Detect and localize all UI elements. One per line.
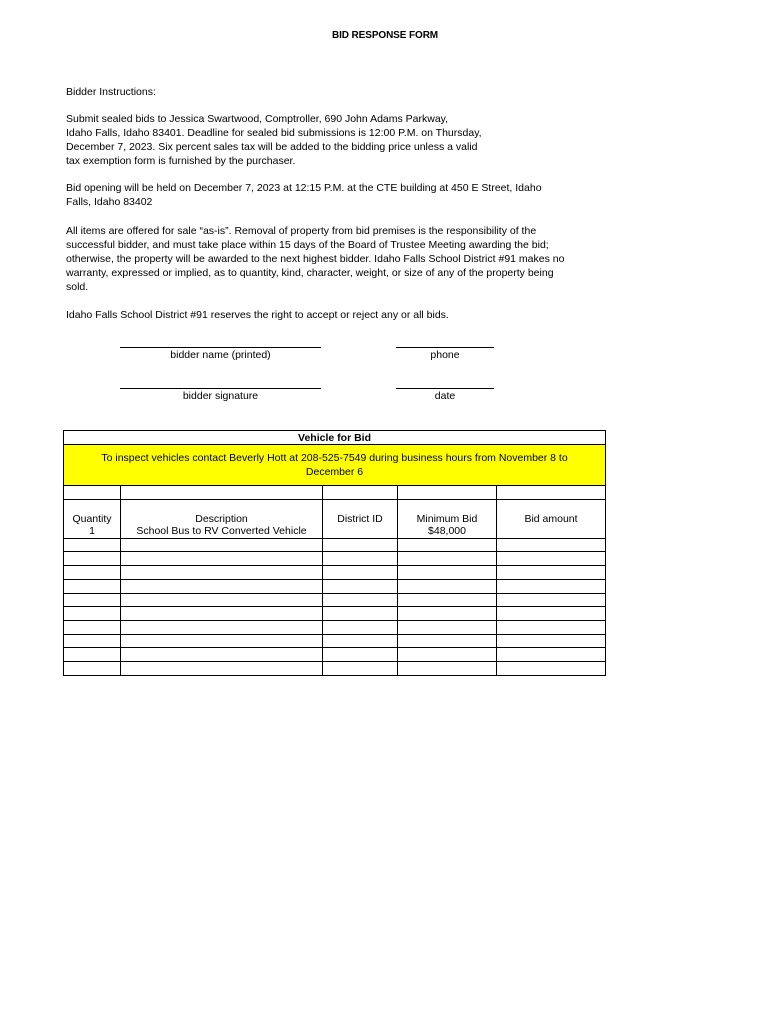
bidder-signature-line[interactable] bbox=[120, 388, 321, 389]
table-cell[interactable] bbox=[121, 607, 323, 621]
table-cell[interactable] bbox=[323, 620, 398, 634]
table-row bbox=[64, 566, 606, 580]
table-row bbox=[64, 607, 606, 621]
table-cell bbox=[323, 486, 398, 500]
table-cell[interactable] bbox=[64, 620, 121, 634]
inspection-notice: To inspect vehicles contact Beverly Hott at 208-525-7549 during business hours from November 8 to December 6 bbox=[64, 445, 606, 486]
table-cell[interactable] bbox=[121, 552, 323, 566]
instructions-line: Falls, Idaho 83402 bbox=[66, 196, 153, 208]
table-row bbox=[64, 648, 606, 662]
instructions-line: Idaho Falls, Idaho 83401. Deadline for sealed bid submissions is 12:00 P.M. on Thursday, bbox=[66, 127, 482, 139]
table-cell[interactable] bbox=[64, 648, 121, 662]
table-cell[interactable] bbox=[497, 607, 606, 621]
table-cell[interactable] bbox=[398, 607, 497, 621]
table-cell bbox=[323, 499, 398, 512]
table-cell[interactable] bbox=[497, 538, 606, 552]
table-cell[interactable] bbox=[121, 593, 323, 607]
table-cell[interactable] bbox=[398, 648, 497, 662]
table-cell[interactable] bbox=[121, 538, 323, 552]
instructions-line: tax exemption form is furnished by the purchaser. bbox=[66, 155, 296, 167]
table-cell[interactable] bbox=[497, 579, 606, 593]
bid-amount-cell[interactable] bbox=[497, 525, 606, 538]
table-cell[interactable] bbox=[121, 620, 323, 634]
table-cell[interactable] bbox=[64, 661, 121, 675]
table-cell[interactable] bbox=[64, 634, 121, 648]
table-cell bbox=[398, 499, 497, 512]
instructions-paragraph-as-is bbox=[66, 224, 606, 294]
table-cell bbox=[398, 486, 497, 500]
date-line[interactable] bbox=[396, 388, 494, 389]
table-cell bbox=[121, 499, 323, 512]
table-cell[interactable] bbox=[121, 566, 323, 580]
table-cell bbox=[121, 486, 323, 500]
table-cell[interactable] bbox=[497, 593, 606, 607]
table-cell[interactable] bbox=[398, 538, 497, 552]
table-row bbox=[64, 486, 606, 500]
table-cell[interactable] bbox=[64, 593, 121, 607]
table-row bbox=[64, 593, 606, 607]
table-cell[interactable] bbox=[64, 566, 121, 580]
table-cell[interactable] bbox=[64, 607, 121, 621]
table-cell[interactable] bbox=[323, 538, 398, 552]
table-cell[interactable] bbox=[121, 634, 323, 648]
column-header-quantity: Quantity bbox=[64, 512, 121, 525]
table-cell[interactable] bbox=[497, 634, 606, 648]
table-cell[interactable] bbox=[64, 552, 121, 566]
table-cell[interactable] bbox=[323, 648, 398, 662]
table-cell[interactable] bbox=[323, 593, 398, 607]
table-cell[interactable] bbox=[323, 661, 398, 675]
district-id-cell[interactable] bbox=[323, 525, 398, 538]
table-cell[interactable] bbox=[497, 566, 606, 580]
instructions-line: December 7, 2023. Six percent sales tax will be added to the bidding price unless a valid bbox=[66, 141, 478, 153]
column-header-row bbox=[64, 512, 606, 525]
column-header-description: Description bbox=[121, 512, 323, 525]
instructions-line: sold. bbox=[66, 281, 89, 293]
phone-label: phone bbox=[430, 349, 460, 361]
table-cell[interactable] bbox=[323, 607, 398, 621]
table-row bbox=[64, 538, 606, 552]
table-cell[interactable] bbox=[398, 634, 497, 648]
table-cell[interactable] bbox=[64, 579, 121, 593]
table-cell[interactable] bbox=[323, 552, 398, 566]
column-header-bid-amount: Bid amount bbox=[497, 512, 606, 525]
table-title: Vehicle for Bid bbox=[64, 431, 606, 445]
table-cell[interactable] bbox=[398, 593, 497, 607]
table-cell[interactable] bbox=[398, 566, 497, 580]
table-cell bbox=[497, 499, 606, 512]
table-cell[interactable] bbox=[121, 579, 323, 593]
bidder-signature-label: bidder signature bbox=[182, 390, 259, 402]
column-header-minimum-bid: Minimum Bid bbox=[398, 512, 497, 525]
table-cell[interactable] bbox=[497, 648, 606, 662]
date-label: date bbox=[434, 390, 456, 402]
table-cell[interactable] bbox=[64, 538, 121, 552]
table-row bbox=[64, 661, 606, 675]
table-cell[interactable] bbox=[398, 552, 497, 566]
table-cell[interactable] bbox=[121, 648, 323, 662]
table-cell bbox=[497, 486, 606, 500]
table-cell[interactable] bbox=[323, 566, 398, 580]
bidder-name-line[interactable] bbox=[120, 347, 321, 348]
table-row bbox=[64, 499, 606, 512]
table-row bbox=[64, 620, 606, 634]
table-cell bbox=[64, 499, 121, 512]
table-cell[interactable] bbox=[121, 661, 323, 675]
table-cell[interactable] bbox=[497, 620, 606, 634]
table-cell[interactable] bbox=[398, 620, 497, 634]
description-cell: School Bus to RV Converted Vehicle bbox=[121, 525, 323, 538]
instructions-line: Bid opening will be held on December 7, 2023 at 12:15 P.M. at the CTE building at 450 E Street, Idaho bbox=[66, 182, 542, 194]
quantity-cell: 1 bbox=[64, 525, 121, 538]
form-title: BID RESPONSE FORM bbox=[331, 30, 439, 41]
table-row bbox=[64, 579, 606, 593]
instructions-paragraph-opening bbox=[66, 181, 606, 209]
table-row bbox=[64, 634, 606, 648]
table-cell[interactable] bbox=[398, 661, 497, 675]
minimum-bid-cell: $48,000 bbox=[398, 525, 497, 538]
instructions-line: Submit sealed bids to Jessica Swartwood, Comptroller, 690 John Adams Parkway, bbox=[66, 113, 449, 125]
table-row bbox=[64, 552, 606, 566]
table-cell[interactable] bbox=[323, 579, 398, 593]
instructions-heading: Bidder Instructions: bbox=[66, 86, 156, 98]
table-cell[interactable] bbox=[323, 634, 398, 648]
instructions-line: All items are offered for sale “as-is”. Removal of property from bid premises is the responsibility of the bbox=[66, 225, 537, 237]
bidder-name-label: bidder name (printed) bbox=[170, 349, 271, 361]
table-row bbox=[64, 525, 606, 538]
instructions-line: otherwise, the property will be awarded to the next highest bidder. Idaho Falls School District #91 makes no bbox=[66, 253, 565, 265]
instructions-line: successful bidder, and must take place within 15 days of the Board of Trustee Meeting awarding the bid; bbox=[66, 239, 549, 251]
instructions-paragraph-submission bbox=[66, 112, 606, 168]
table-cell bbox=[64, 486, 121, 500]
instructions-paragraph-rights: Idaho Falls School District #91 reserves the right to accept or reject any or all bids. bbox=[66, 309, 449, 321]
table-cell[interactable] bbox=[497, 661, 606, 675]
instructions-line: warranty, expressed or implied, as to quantity, kind, character, weight, or size of any of the property being bbox=[66, 267, 554, 279]
vehicle-bid-table bbox=[63, 430, 606, 676]
column-header-district-id: District ID bbox=[323, 512, 398, 525]
table-cell[interactable] bbox=[398, 579, 497, 593]
table-cell[interactable] bbox=[497, 552, 606, 566]
phone-line[interactable] bbox=[396, 347, 494, 348]
